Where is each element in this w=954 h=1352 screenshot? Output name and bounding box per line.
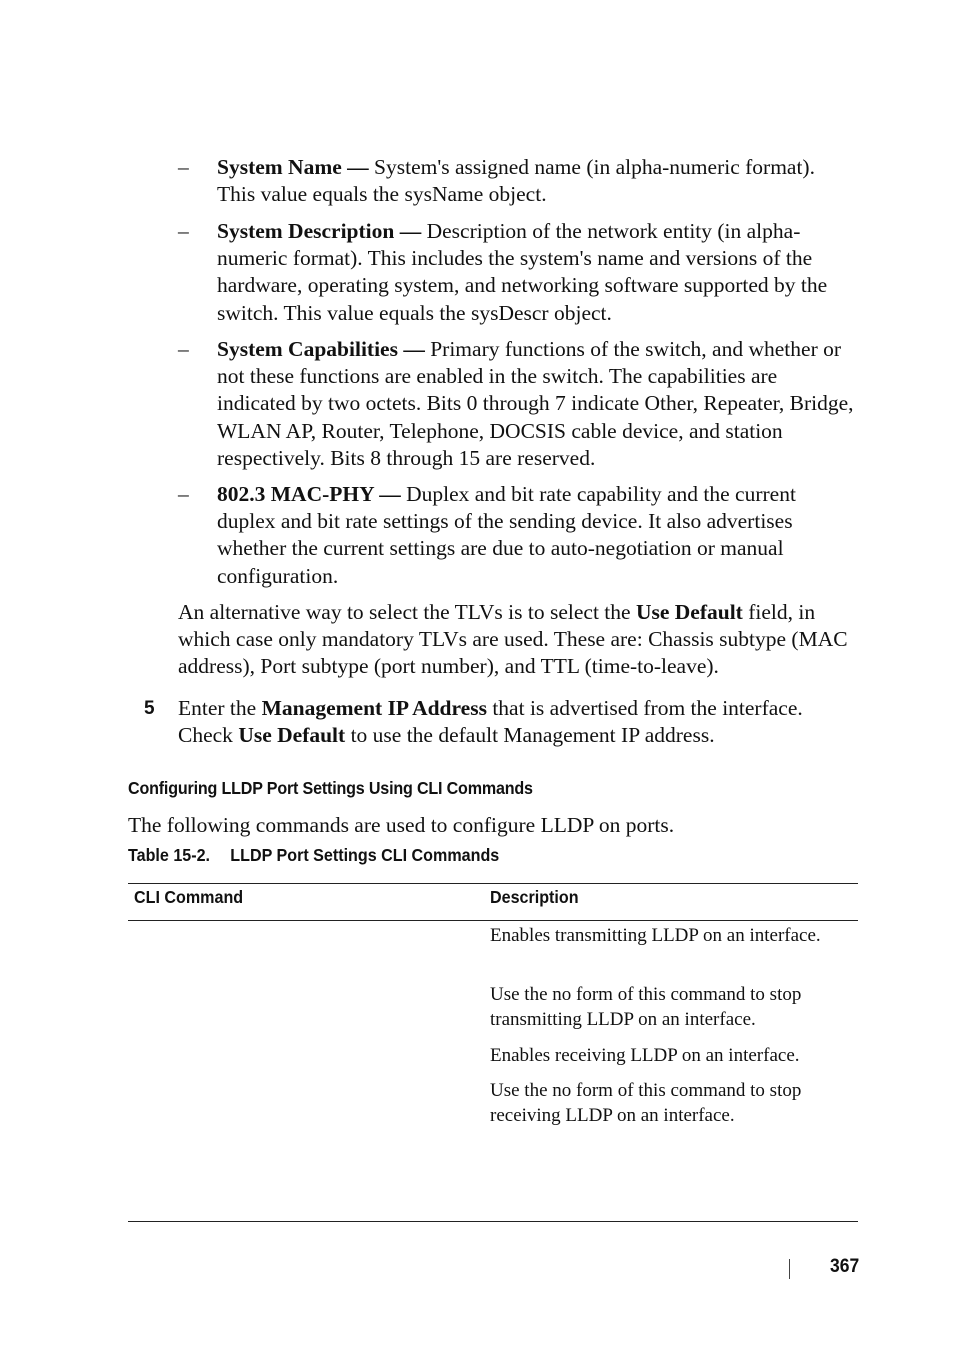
bullet-system-description [178,218,858,327]
alt-text-1: An alternative way to select the TLVs is to select the [178,600,636,624]
footer-divider [789,1259,790,1279]
bullet-system-name [178,154,858,208]
bullet-dash: – [178,482,189,506]
page-number: 367 [830,1256,860,1277]
table-cell-description: Enables receiving LLDP on an interface. [490,1045,800,1066]
step-text-2: that is advertised from the interface. Check [178,696,803,748]
bullet-text: Duplex and bit rate capability and the current duplex and bit rate settings of the sending device. It also advertises whether the current settings are due to auto-negotiation or manual configuration. [217,482,796,588]
alternative-paragraph [178,599,858,681]
bullet-dash: – [178,155,189,179]
bullet-term: System Name — [217,155,369,179]
table-cell-description: Use the no form of this command to stop receiving LLDP on an interface. [490,1080,802,1126]
table-header-rule [128,920,858,921]
bullet-system-capabilities [178,336,858,472]
use-default-term: Use Default [238,723,346,748]
bullet-mac-phy [178,481,858,590]
use-default-term: Use Default [635,600,743,624]
step-5-paragraph [178,695,858,749]
bullet-text: Description of the network entity (in alpha-numeric format). This includes the system's name and versions of the hardware, operating system, and networking software supported by the switch. This value equals the sysDescr object. [217,219,828,325]
bullet-dash: – [178,337,189,361]
table-cell-description: Enables transmitting LLDP on an interface. [490,925,821,946]
footer-rule [128,1221,858,1222]
section-heading: Configuring LLDP Port Settings Using CLI Commands [128,778,533,798]
table-caption [128,845,499,866]
bullet-text: System's assigned name (in alpha-numeric format). This value equals the sysName object. [217,155,815,207]
table-header-cli-command: CLI Command [134,887,244,907]
table-top-rule [128,883,858,884]
bullet-term: 802.3 MAC-PHY — [217,482,401,506]
step-number: 5 [144,698,155,719]
intro-paragraph: The following commands are used to configure LLDP on ports. [128,813,675,837]
step-text-3: to use the default Management IP address. [345,723,715,748]
bullet-text: Primary functions of the switch, and whether or not these functions are enabled in the switch. The capabilities are indicated by two octets. Bits 0 through 7 indicate Other, Repeater, Bridge, WLAN AP, Router, Telephone, DOCSIS cable device, and station respectively. Bits 8 through 15 are reserved. [217,337,854,470]
table-cell-description: Use the no form of this command to stop transmitting LLDP on an interface. [490,984,802,1030]
alt-text-2: field, in which case only mandatory TLVs are used. These are: Chassis subtype (MAC address), Port subtype (port number), and TTL (time-to-leave). [178,600,848,679]
step-text-1: Enter the [178,696,262,720]
table-header-description: Description [490,887,579,907]
bullet-dash: – [178,219,189,243]
bullet-term: System Capabilities — [217,337,425,361]
table-caption-title: LLDP Port Settings CLI Commands [230,845,500,865]
table-caption-number: Table 15-2. [128,845,211,865]
bullet-term: System Description — [217,219,422,243]
management-ip-term: Management IP Address [261,696,487,720]
